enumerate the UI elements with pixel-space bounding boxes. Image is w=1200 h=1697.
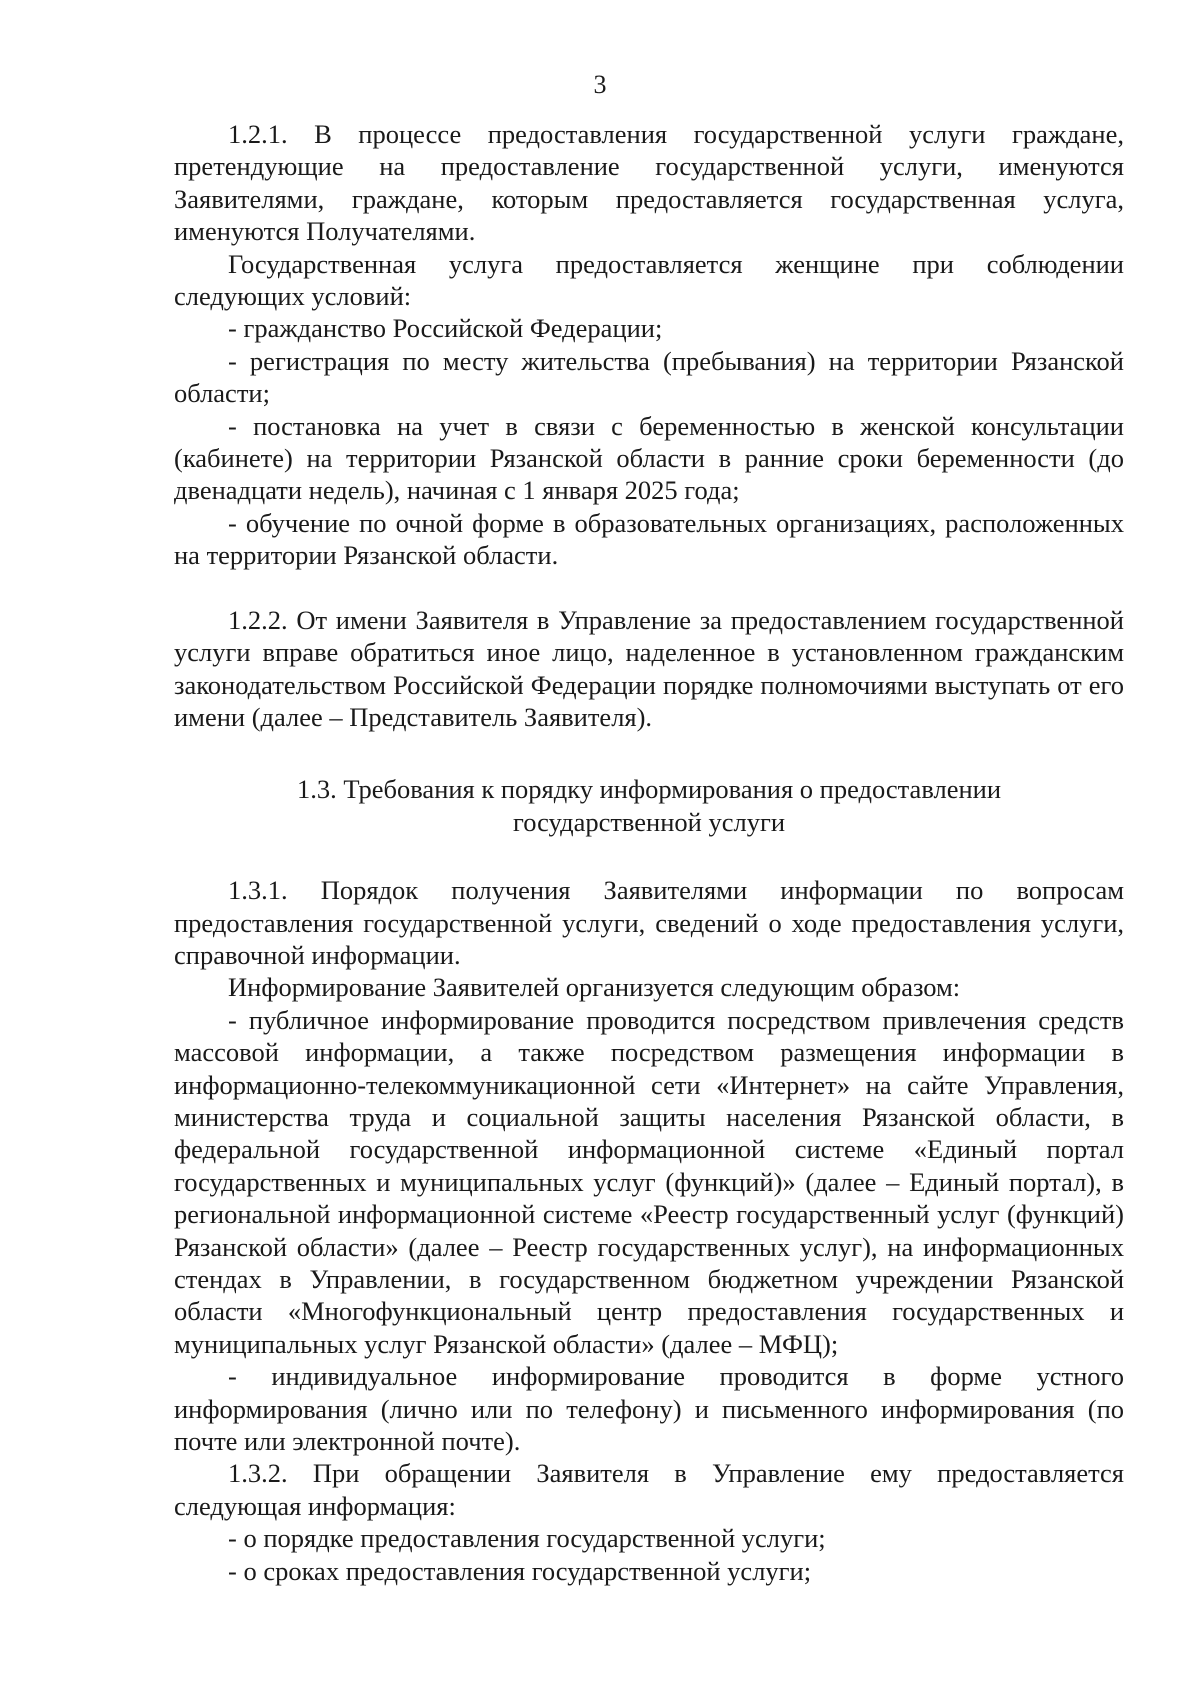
document-body	[174, 118, 1124, 1587]
paragraph-1-3-1: 1.3.1. Порядок получения Заявителями информации по вопросам предоставления государственной услуги, сведений о ходе предоставления услуги, справочной информации.	[174, 875, 1124, 970]
paragraph-conditions-intro: Государственная услуга предоставляется женщине при соблюдении следующих условий:	[174, 248, 1124, 312]
section-heading-line-1: 1.3. Требования к порядку информирования о предоставлении	[296, 774, 1002, 805]
list-item-education: - обучение по очной форме в образовательных организациях, расположенных на территории Рязанской области.	[174, 507, 1124, 571]
section-heading-1-3	[174, 773, 1124, 838]
page-number: 3	[593, 70, 607, 99]
list-item-pregnancy-registration: - постановка на учет в связи с беременностью в женской консультации (кабинете) на территории Рязанской области в ранние сроки беременности (до двенадцати недель), начиная с 1 января 2025 года;	[174, 410, 1124, 506]
paragraph-1-2-2: 1.2.2. От имени Заявителя в Управление за предоставлением государственной услуги вправе обратиться иное лицо, наделенное в установленном гражданским законодательством Российской Федерации порядке полномочиями выступать от его имени (далее – Представитель Заявителя).	[174, 604, 1124, 732]
list-item-procedure: - о порядке предоставления государственной услуги;	[228, 1523, 826, 1554]
paragraph-1-3-2: 1.3.2. При обращении Заявителя в Управление ему предоставляется следующая информация:	[174, 1458, 1124, 1521]
list-item-terms: - о сроках предоставления государственной услуги;	[228, 1555, 812, 1586]
list-item-individual-informing: - индивидуальное информирование проводится в форме устного информирования (лично или по телефону) и письменного информирования (по почте или электронной почте).	[174, 1361, 1124, 1457]
paragraph-1-2-1: 1.2.1. В процессе предоставления государственной услуги граждане, претендующие на предоставление государственной услуги, именуются Заявителями, граждане, которым предоставляется государственная услуга, именуются Получателями.	[174, 119, 1124, 247]
section-heading-line-2: государственной услуги	[512, 806, 786, 837]
list-item-public-informing: - публичное информирование проводится посредством привлечения средств массовой информации, а также посредством размещения информации в информационно-телекоммуникационной сети «Интернет» на сайте Управления, министерства труда и социальной защиты населения Рязанской области, в федеральной государственной информационной системе «Единый портал государственных и муниципальных услуг (функций)» (далее – Единый портал), в региональной информационной системе «Реестр государственный услуг (функций) Рязанской области» (далее – Реестр государственных услуг), на информационных стендах в Управлении, в государственном бюджетном учреждении Рязанской области «Многофункциональный центр предоставления государственных и муниципальных услуг Рязанской области» (далее – МФЦ);	[174, 1004, 1124, 1359]
list-item-registration: - регистрация по месту жительства (пребывания) на территории Рязанской области;	[174, 345, 1124, 409]
list-item-citizenship: - гражданство Российской Федерации;	[228, 313, 663, 344]
paragraph-informing-intro: Информирование Заявителей организуется следующим образом:	[228, 972, 961, 1003]
